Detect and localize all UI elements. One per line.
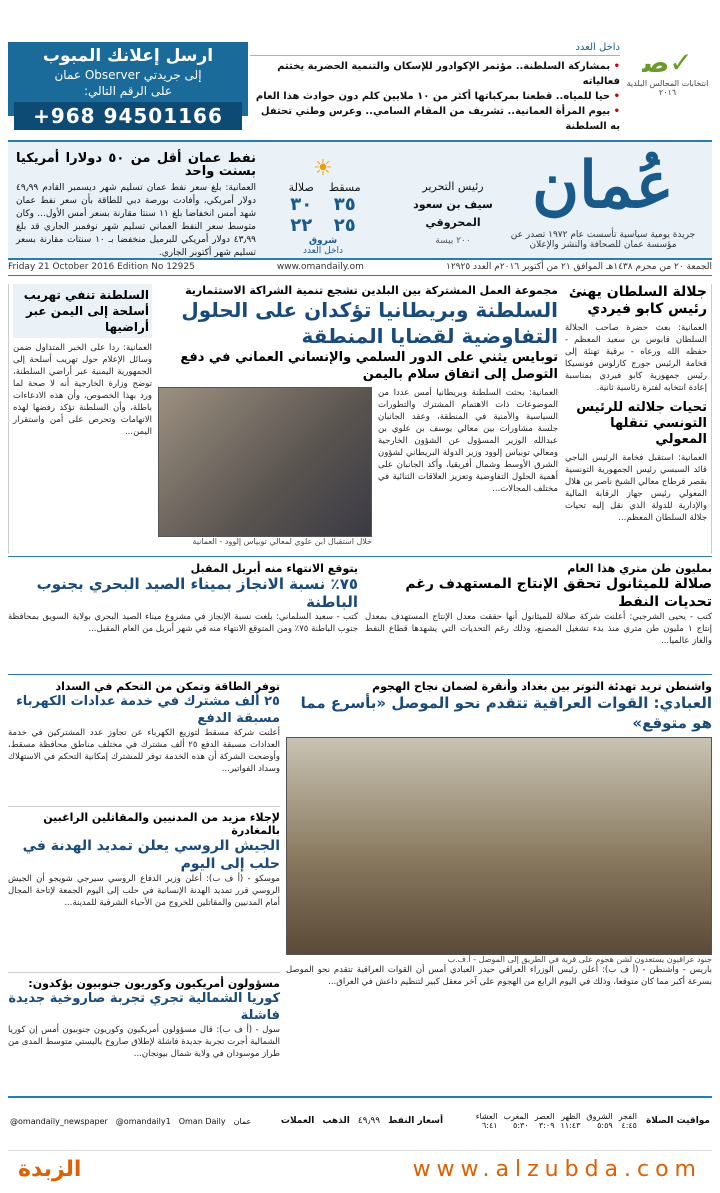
weather-box	[258, 156, 388, 256]
korea-body: سول - (أ ف ب): قال مسؤولون أمريكيون وكوريون جنوبيون أمس إن كوريا الشمالية أجرت تجربة جديدة فاشلة لإطلاق صاروخ باليستي متوسط المدى من طراز موسودان في ولاية شمال بيونجان...	[8, 1025, 280, 1059]
korea-headline: كوريا الشمالية تجري تجربة صاروخية جديدة فاشلة	[8, 991, 280, 1023]
newspaper-subtitle: جريدة يومية سياسية تأسست عام ١٩٧٢ تصدر عن مؤسسة عمان للصحافة والنشر والإعلان	[510, 230, 696, 250]
energy-kicker: توفر الطاقة وتمكن من التحكم في السداد	[55, 680, 280, 693]
prayer-name: العشاء	[475, 1112, 498, 1121]
ad-line-1: ارسل إعلانك المبوب	[42, 46, 214, 66]
main-body: العمانية: بحثت السلطنة وبريطانيا أمس عددا من الموضوعات ذات الاهتمام المشترك والتطورات السياسية والأمنية في المنطقة، وعقد الجانبان جلسة مشاورات بين معالي يوسف بن علوي بن عبدالله الوزير المسؤول عن الشؤون الخارجية ومعالي توبياس إلوود وزير الدولة البريطاني لشؤون الشرق الأوسط وشمال أفريقيا، وأكد الجانبان على أهمية الحلول التفاوضية وتعزيز العلاقات الثنائية في مختلف المجالات...	[378, 388, 558, 494]
iraq-photo-caption: جنود عراقيون يستعدون لشن هجوم على قرية في الطريق إلى الموصل - أ.ف.ب	[447, 955, 712, 964]
gold-label: الذهب	[322, 1116, 350, 1126]
sultan-headline[interactable]: جلالة السلطان يهنئ رئيس كابو فيردي	[568, 284, 707, 317]
weather-city-label: مسقط	[328, 181, 361, 194]
weather-low: ٢٥	[333, 215, 356, 236]
lead-oil-story[interactable]	[16, 152, 256, 260]
market-box	[281, 1116, 443, 1126]
ad-line-3: على الرقم التالي:	[83, 84, 173, 98]
editor-label: رئيس التحرير	[422, 180, 484, 193]
main-story[interactable]	[158, 284, 558, 554]
prayer-time: ٣:٠٩	[538, 1121, 555, 1130]
syria-kicker: لإجلاء مزيد من المدنيين والمقاتلين الراغبين بالمغادرة	[43, 811, 280, 837]
alzubda-site[interactable]: www.alzubda.com	[412, 1157, 702, 1182]
yemen-body: العمانية: ردا على الخبر المتداول ضمن وسائل الإعلام حول تهريب أسلحة إلى الجمهورية اليمنية عبر أراضي السلطنة، توضح وزارة الخارجية أنه لا صحة لما ورد بهذا الخصوص، وأن هذه الادعاءات باطلة، وأن السلطنة تؤكد رفضها لهذه الاتهامات وتحرص على أمن واستقرار اليمن...	[13, 343, 152, 437]
methanol-headline: صلالة للميثانول تحقق الإنتاج المستهدف رغم تحديات النفط	[405, 576, 712, 610]
prayer-name: الفجر	[618, 1112, 637, 1121]
facebook-link[interactable]: عمان	[233, 1116, 252, 1126]
weather-salalah	[281, 181, 321, 236]
prayer-name: المغرب	[503, 1112, 529, 1121]
lead-title: نفط عمان أقل من ٥٠ دولارا أمريكيا بسنت واحد	[16, 151, 256, 179]
prayer-time: ٥:٥٩	[597, 1121, 613, 1130]
main-kicker: مجموعة العمل المشتركة بين البلدين تشجع تنمية الشراكة الاستثمارية	[185, 284, 558, 297]
syria-headline: الجيش الروسي يعلن تمديد الهدنة في حلب إلى اليوم	[22, 838, 280, 872]
energy-body: أعلنت شركة مسقط لتوزيع الكهرباء عن تجاوز عدد المشتركين في خدمة العدادات مسبقة الدفع ٢٥ ألف مشترك في مختلف مناطق محافظة مسقط، وأوضحت الشركة أن هذه الخدمة توفر للمشترك إمكانية التحكم في الاستهلاك وسداد الفواتير...	[8, 728, 280, 774]
yemen-column[interactable]	[8, 284, 152, 554]
ad-line-2: إلى جريدتي Observer عمان	[54, 68, 202, 82]
elections-caption: انتخابات المجالس البلدية ٢٠١٦	[626, 79, 709, 97]
port-headline: ٧٥٪ نسبة الانجاز بميناء الصيد البحري بجنوب الباطنة	[36, 575, 358, 611]
inside-heading: داخل العدد	[250, 42, 620, 56]
lead-text: العمانية: بلغ سعر نفط عمان تسليم شهر ديسمبر القادم ٤٩٫٩٩ دولار أمريكي، وأفادت بورصة دبي للطاقة بأن سعر نفط عمان شهد أمس انخفاضا بلغ ١١ سنتا مقارنة بسعر أمس الأول... وكان متوسط سعر النفط العماني تسليم شهر نوفمبر الجاري قد بلغ ٤٣٫٩٩ دولار أمريكي للبرميل منخفضا بـ ١٠ سنتات مقارنة بسعر تسليم شهر أكتوبر الجاري.	[16, 183, 257, 258]
inside-item[interactable]: • حيا للمياه.. قطعنا بمركباتها أكثر من ١٠ ملايين كلم دون حوادث هذا العام	[250, 89, 620, 104]
iraq-body: باريس - واشنطن - (أ ف ب): أعلن رئيس الوزراء العراقي حيدر العبادي أمس أن القوات العراقية تتقدم نحو الموصل بسرعة أكبر مما كان متوقعا، وذلك في اليوم الرابع من الهجوم على آخر معقل كبير لتنظيم داعش في العراق...	[286, 965, 712, 987]
prayer-time: ٥:٣٠	[513, 1121, 529, 1130]
editor-block	[398, 178, 508, 250]
dateline	[8, 262, 712, 276]
syria-story[interactable]	[8, 806, 280, 966]
tunisia-headline[interactable]: تحيات جلالته للرئيس التونسي تنقلها المعولي	[576, 400, 707, 447]
energy-story[interactable]	[8, 680, 280, 800]
main-photo-caption: خلال استقبال ابن علوي لمعالي توبياس إلوود - العمانية	[192, 537, 372, 546]
divider	[8, 556, 712, 557]
site-url[interactable]: www.omandaily.om	[276, 262, 364, 272]
alzubda-brand: الزبدة	[18, 1157, 82, 1182]
prayer-times	[473, 1112, 710, 1130]
energy-headline: ٢٥ ألف مشترك في خدمة عدادات الكهرباء مسبقة الدفع	[16, 694, 280, 726]
footer-bar	[8, 1096, 712, 1144]
iraq-kicker: واشنطن تريد تهدئة التوتر بين بغداد وأنقرة لضمان نجاح الهجوم	[372, 680, 712, 693]
oil-value: ٤٩٫٩٩	[357, 1116, 381, 1126]
inside-item[interactable]: • بيوم المرأة العمانية.. تشريف من المقام السامي.. وعرس وطني تحتفل به السلطنة	[250, 104, 620, 134]
korea-story[interactable]	[8, 972, 280, 1092]
inside-issue-box	[250, 42, 620, 132]
main-headline: السلطنة وبريطانيا تؤكدان على الحلول التفاوضية لقضايا المنطقة	[181, 298, 558, 348]
classified-ad-banner	[8, 42, 248, 128]
newspaper-title: عُمان	[532, 148, 674, 223]
sultan-body: العمانية: بعث حضرة صاحب الجلالة السلطان قابوس بن سعيد المعظم - حفظه الله ورعاه - برقية تهنئة إلى فخامة الرئيس جورج كارلوس فونسيكا رئيس جمهورية كابو فيردي بمناسبة إعادة انتخابه لفترة رئاسية ثانية.	[565, 323, 707, 393]
currency-label: العملات	[280, 1116, 315, 1126]
main-photo	[158, 387, 372, 537]
weather-note: شروق	[308, 236, 338, 246]
weather-high: ٣٠	[290, 194, 313, 215]
port-body: كتب - سعيد السلماني: بلغت نسبة الإنجاز في مشروع ميناء الصيد البحري بولاية السويق بمحافظة جنوب الباطنة ٧٥٪ ومن المتوقع الانتهاء منه في شهر أبريل من العام المقبل...	[8, 612, 358, 634]
yemen-headline: السلطنة تنفي تهريب أسلحة إلى اليمن عبر أراضيها	[13, 284, 152, 338]
sultan-column	[565, 284, 712, 554]
prayer-time: ٦:٤١	[481, 1121, 498, 1130]
weather-high: ٣٥	[333, 194, 356, 215]
divider	[8, 674, 712, 675]
prayer-label: مواقيت الصلاة	[645, 1116, 710, 1126]
date-ar: الجمعة ٢٠ من محرم ١٤٣٨هـ الموافق ٢١ من أكتوبر ٢٠١٦م العدد ١٢٩٢٥	[446, 262, 712, 272]
twitter-link[interactable]: @omandaily1	[115, 1116, 171, 1126]
prayer-name: الظهر	[561, 1112, 581, 1121]
oil-label: أسعار النفط	[388, 1116, 444, 1126]
iraq-headline: العبادي: القوات العراقية تتقدم نحو الموصل «بأسرع مما هو متوقع»	[300, 694, 712, 732]
main-subhead: توبايس يثني على الدور السلمي والإنساني العماني في دفع التوصل إلى اتفاق سلام باليمن	[180, 350, 558, 382]
prayer-table	[473, 1112, 640, 1130]
prayer-time: ١١:٤٣	[560, 1121, 581, 1130]
elections-logo	[625, 46, 710, 116]
instagram-link[interactable]: @omandaily_newspaper	[10, 1116, 108, 1126]
youtube-link[interactable]: Oman Daily	[178, 1116, 226, 1126]
alzubda-ad	[8, 1150, 712, 1188]
weather-muscat	[325, 181, 365, 236]
date-en: Friday 21 October 2016 Edition No 12925	[8, 262, 195, 272]
masthead	[8, 140, 712, 260]
syria-body: موسكو - (أ ف ب): أعلن وزير الدفاع الروسي سيرجي شويجو أن الجيش الروسي قرر تمديد الهدنة الإنسانية في حلب إلى اليوم الجمعة لإتاحة المجال أمام المدنيين والمقاتلين للخروج من الأحياء الشرقية للمدينة...	[8, 874, 280, 908]
editor-name: سيف بن سعود المحروقي	[413, 198, 493, 229]
tunisia-body: العمانية: استقبل فخامة الرئيس الباجي قائد السبسي رئيس الجمهورية التونسية بقصر قرطاج معالي الشيخ ناصر بن هلال المعولي رئيس جهاز الرقابة المالية والإدارية للدولة الذي نقل إليه تحيات جلالة السلطان المعظم...	[565, 453, 707, 523]
weather-note2: داخل العدد	[302, 246, 344, 256]
iraq-story[interactable]	[286, 680, 712, 987]
price: ٢٠٠ بيسة	[435, 236, 471, 246]
sun-icon: ☀	[313, 156, 333, 181]
prayer-name: العصر	[534, 1112, 555, 1121]
prayer-name: الشروق	[586, 1112, 613, 1121]
methanol-story[interactable]	[365, 562, 712, 670]
weather-low: ٢٢	[290, 215, 313, 236]
elections-logo-icon: ✓ﺻ	[642, 46, 693, 79]
port-story[interactable]	[8, 562, 358, 670]
korea-kicker: مسؤولون أمريكيون وكوريون جنوبيون يؤكدون:	[28, 977, 280, 990]
ad-phone: +968 94501166	[14, 102, 242, 130]
social-links	[10, 1117, 251, 1126]
prayer-time: ٤:٤٥	[621, 1121, 637, 1130]
weather-city-label: صلالة	[288, 181, 314, 194]
port-kicker: يتوقع الانتهاء منه أبريل المقبل	[190, 562, 358, 575]
methanol-body: كتب - يحيى الشرجبي: أعلنت شركة صلالة للميثانول أنها حققت معدل الإنتاج المستهدف بمعدل إنتاج ١ مليون طن متري منذ بدء تشغيل المصنع، وذلك رغم التحديات التي يشهدها قطاع النفط والغاز عالميا...	[365, 612, 712, 646]
methanol-kicker: بمليون طن متري هذا العام	[567, 562, 712, 575]
inside-item[interactable]: • بمشاركة السلطنة.. مؤتمر الإكوادور للإسكان والتنمية الحضرية يختتم فعالياته	[250, 59, 620, 89]
iraq-photo	[286, 737, 712, 955]
